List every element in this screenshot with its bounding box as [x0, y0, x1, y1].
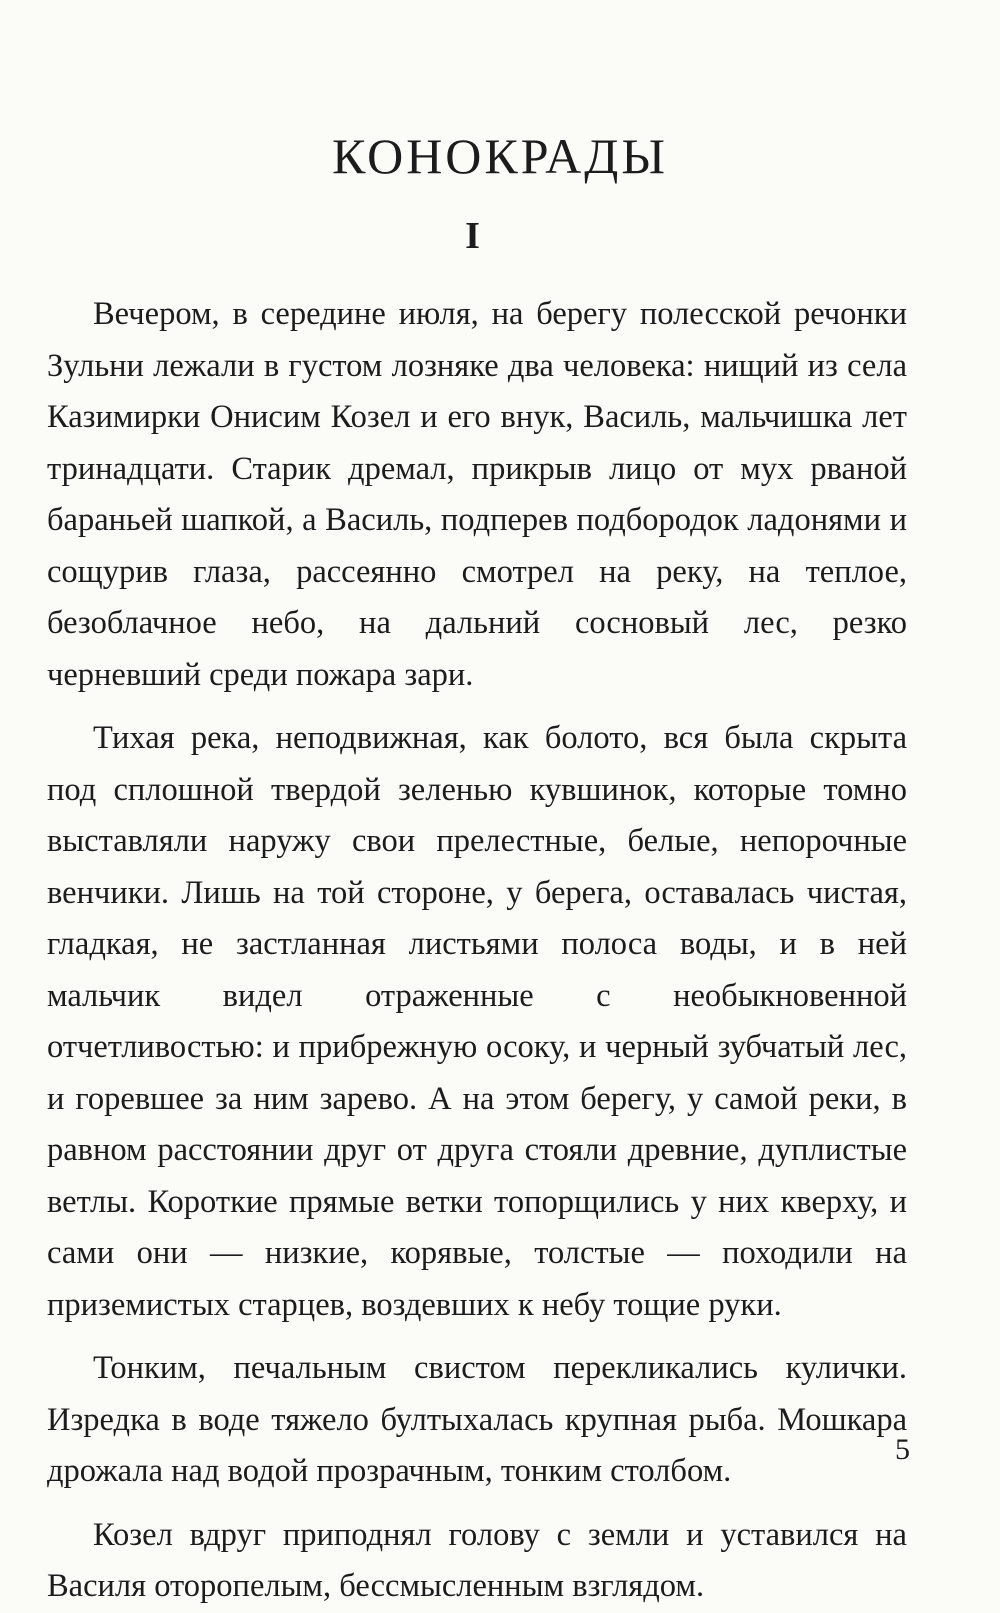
body-text — [47, 289, 907, 1613]
story-title: КОНОКРАДЫ — [331, 128, 668, 184]
paragraph: Вечером, в середине июля, на берегу полесской речонки Зульни лежали в густом лозняке два человека: нищий из села Казимирки Онисим Козел и его внук, Василь, мальчишка лет тринадцати. Старик дремал, прикрыв лицо от мух рваной бараньей шапкой, а Василь, подперев подбородок ладонями и сощурив глаза, рассеянно смотрел на реку, на теплое, безоблачное небо, на дальний сосновый лес, резко черневший среди пожара зари. — [47, 296, 907, 693]
paragraph: Козел вдруг приподнял голову с земли и уставился на Василя оторопелым, бессмысленным взглядом. — [47, 1516, 907, 1604]
paragraph: Тонким, печальным свистом перекликались кулички. Изредка в воде тяжело бултыхалась крупная рыба. Мошкара дрожала над водой прозрачным, тонким столбом. — [47, 1350, 907, 1489]
chapter-number: I — [465, 215, 480, 257]
page-number: 5 — [895, 1433, 910, 1466]
paragraph: Тихая река, неподвижная, как болото, вся была скрыта под сплошной твердой зеленью кувшинок, которые томно выставляли наружу свои прелестные, белые, непорочные венчики. Лишь на той стороне, у берега, оставалась чистая, гладкая, не застланная листьями полоса воды, и в ней мальчик видел отраженные с необыкновенной отчетливостью: и прибрежную осоку, и черный зубчатый лес, и горевшее за ним зарево. А на этом берегу, у самой реки, в равном расстоянии друг от друга стояли древние, дуплистые ветлы. Короткие прямые ветки топорщились у них кверху, и сами они — низкие, корявые, толстые — походили на приземистых старцев, воздевших к небу тощие руки. — [47, 720, 907, 1323]
